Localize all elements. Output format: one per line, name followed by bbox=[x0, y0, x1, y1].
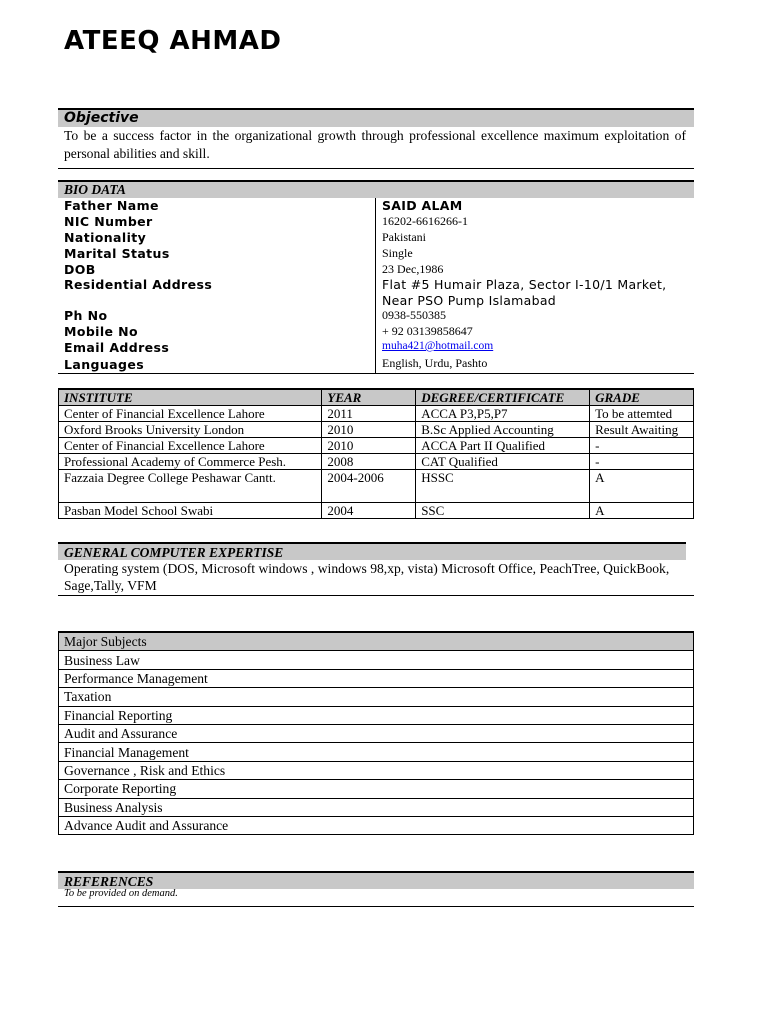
languages-label: Languages bbox=[64, 357, 145, 372]
major-subjects-table bbox=[58, 631, 694, 835]
table-row bbox=[59, 438, 694, 454]
computer-expertise-divider bbox=[58, 595, 694, 596]
education-header-row bbox=[59, 389, 694, 406]
institute-cell: Center of Financial Excellence Lahore bbox=[59, 406, 322, 422]
email-link[interactable]: muha421@hotmail.com bbox=[382, 340, 494, 352]
institute-cell: Fazzaia Degree College Peshawar Cantt. bbox=[59, 470, 322, 503]
year-cell: 2010 bbox=[322, 438, 416, 454]
marital-status-value: Single bbox=[382, 246, 413, 260]
table-row bbox=[59, 503, 694, 519]
grade-cell: Result Awaiting bbox=[590, 422, 694, 438]
bio-data-heading: BIO DATA bbox=[58, 180, 694, 198]
institute-cell: Center of Financial Excellence Lahore bbox=[59, 438, 322, 454]
bio-column-divider bbox=[375, 198, 376, 373]
nationality-value: Pakistani bbox=[382, 230, 426, 244]
subject-cell: Corporate Reporting bbox=[59, 780, 694, 798]
mobile-value: + 92 03139858647 bbox=[382, 324, 473, 338]
table-row bbox=[59, 724, 694, 742]
year-cell: 2004 bbox=[322, 503, 416, 519]
subject-cell: Financial Management bbox=[59, 743, 694, 761]
computer-expertise-heading: GENERAL COMPUTER EXPERTISE bbox=[58, 542, 686, 560]
father-name-label: Father Name bbox=[64, 198, 159, 213]
email-label: Email Address bbox=[64, 340, 170, 355]
phone-value: 0938-550385 bbox=[382, 308, 446, 322]
dob-value: 23 Dec,1986 bbox=[382, 262, 444, 276]
address-line-2: Near PSO Pump Islamabad bbox=[382, 293, 557, 308]
objective-divider bbox=[58, 168, 694, 169]
table-row bbox=[59, 454, 694, 470]
institute-cell: Pasban Model School Swabi bbox=[59, 503, 322, 519]
subject-cell: Audit and Assurance bbox=[59, 724, 694, 742]
table-row bbox=[59, 761, 694, 779]
references-divider bbox=[58, 906, 694, 907]
table-row bbox=[59, 743, 694, 761]
computer-expertise-text: Operating system (DOS, Microsoft windows , windows 98,xp, vista) Microsoft Office, PeachTree, QuickBook, Sage,Tally, VFM bbox=[64, 561, 670, 593]
table-row bbox=[59, 651, 694, 669]
year-cell: 2008 bbox=[322, 454, 416, 470]
subject-cell: Business Analysis bbox=[59, 798, 694, 816]
objective-text: To be a success factor in the organizational growth through professional excellence maximum exploitation of personal abilities and skill. bbox=[64, 128, 686, 161]
address-label: Residential Address bbox=[64, 277, 213, 292]
bio-divider bbox=[58, 373, 694, 374]
subject-cell: Advance Audit and Assurance bbox=[59, 816, 694, 834]
subjects-header-row bbox=[59, 632, 694, 651]
degree-cell: ACCA Part II Qualified bbox=[416, 438, 590, 454]
subject-cell: Financial Reporting bbox=[59, 706, 694, 724]
institute-header: INSTITUTE bbox=[59, 389, 322, 406]
grade-header: GRADE bbox=[590, 389, 694, 406]
degree-header: DEGREE/CERTIFICATE bbox=[416, 389, 590, 406]
subject-cell: Taxation bbox=[59, 688, 694, 706]
institute-cell: Oxford Brooks University London bbox=[59, 422, 322, 438]
candidate-name: ATEEQ AHMAD bbox=[64, 26, 282, 56]
grade-cell: - bbox=[590, 438, 694, 454]
mobile-label: Mobile No bbox=[64, 324, 139, 339]
year-header: YEAR bbox=[322, 389, 416, 406]
subject-cell: Governance , Risk and Ethics bbox=[59, 761, 694, 779]
objective-heading: Objective bbox=[58, 108, 694, 127]
table-row bbox=[59, 422, 694, 438]
table-row bbox=[59, 470, 694, 503]
education-table bbox=[58, 388, 694, 519]
table-row bbox=[59, 406, 694, 422]
table-row bbox=[59, 798, 694, 816]
grade-cell: A bbox=[590, 503, 694, 519]
subjects-heading: Major Subjects bbox=[59, 632, 694, 651]
year-cell: 2011 bbox=[322, 406, 416, 422]
grade-cell: A bbox=[590, 470, 694, 503]
subject-cell: Business Law bbox=[59, 651, 694, 669]
year-cell: 2004-2006 bbox=[322, 470, 416, 503]
references-text: To be provided on demand. bbox=[64, 888, 178, 899]
nationality-label: Nationality bbox=[64, 230, 147, 245]
dob-label: DOB bbox=[64, 262, 96, 277]
phone-label: Ph No bbox=[64, 308, 108, 323]
degree-cell: SSC bbox=[416, 503, 590, 519]
table-row bbox=[59, 669, 694, 687]
nic-value: 16202-6616266-1 bbox=[382, 214, 468, 228]
grade-cell: To be attemted bbox=[590, 406, 694, 422]
references-heading: REFERENCES bbox=[58, 871, 694, 889]
degree-cell: ACCA P3,P5,P7 bbox=[416, 406, 590, 422]
marital-status-label: Marital Status bbox=[64, 246, 170, 261]
subject-cell: Performance Management bbox=[59, 669, 694, 687]
year-cell: 2010 bbox=[322, 422, 416, 438]
nic-label: NIC Number bbox=[64, 214, 153, 229]
table-row bbox=[59, 816, 694, 834]
table-row bbox=[59, 780, 694, 798]
institute-cell: Professional Academy of Commerce Pesh. bbox=[59, 454, 322, 470]
degree-cell: B.Sc Applied Accounting bbox=[416, 422, 590, 438]
table-row bbox=[59, 706, 694, 724]
father-name-value: SAID ALAM bbox=[382, 198, 463, 213]
degree-cell: CAT Qualified bbox=[416, 454, 590, 470]
address-line-1: Flat #5 Humair Plaza, Sector I-10/1 Market, bbox=[382, 277, 667, 292]
degree-cell: HSSC bbox=[416, 470, 590, 503]
languages-value: English, Urdu, Pashto bbox=[382, 356, 488, 370]
table-row bbox=[59, 688, 694, 706]
grade-cell: - bbox=[590, 454, 694, 470]
